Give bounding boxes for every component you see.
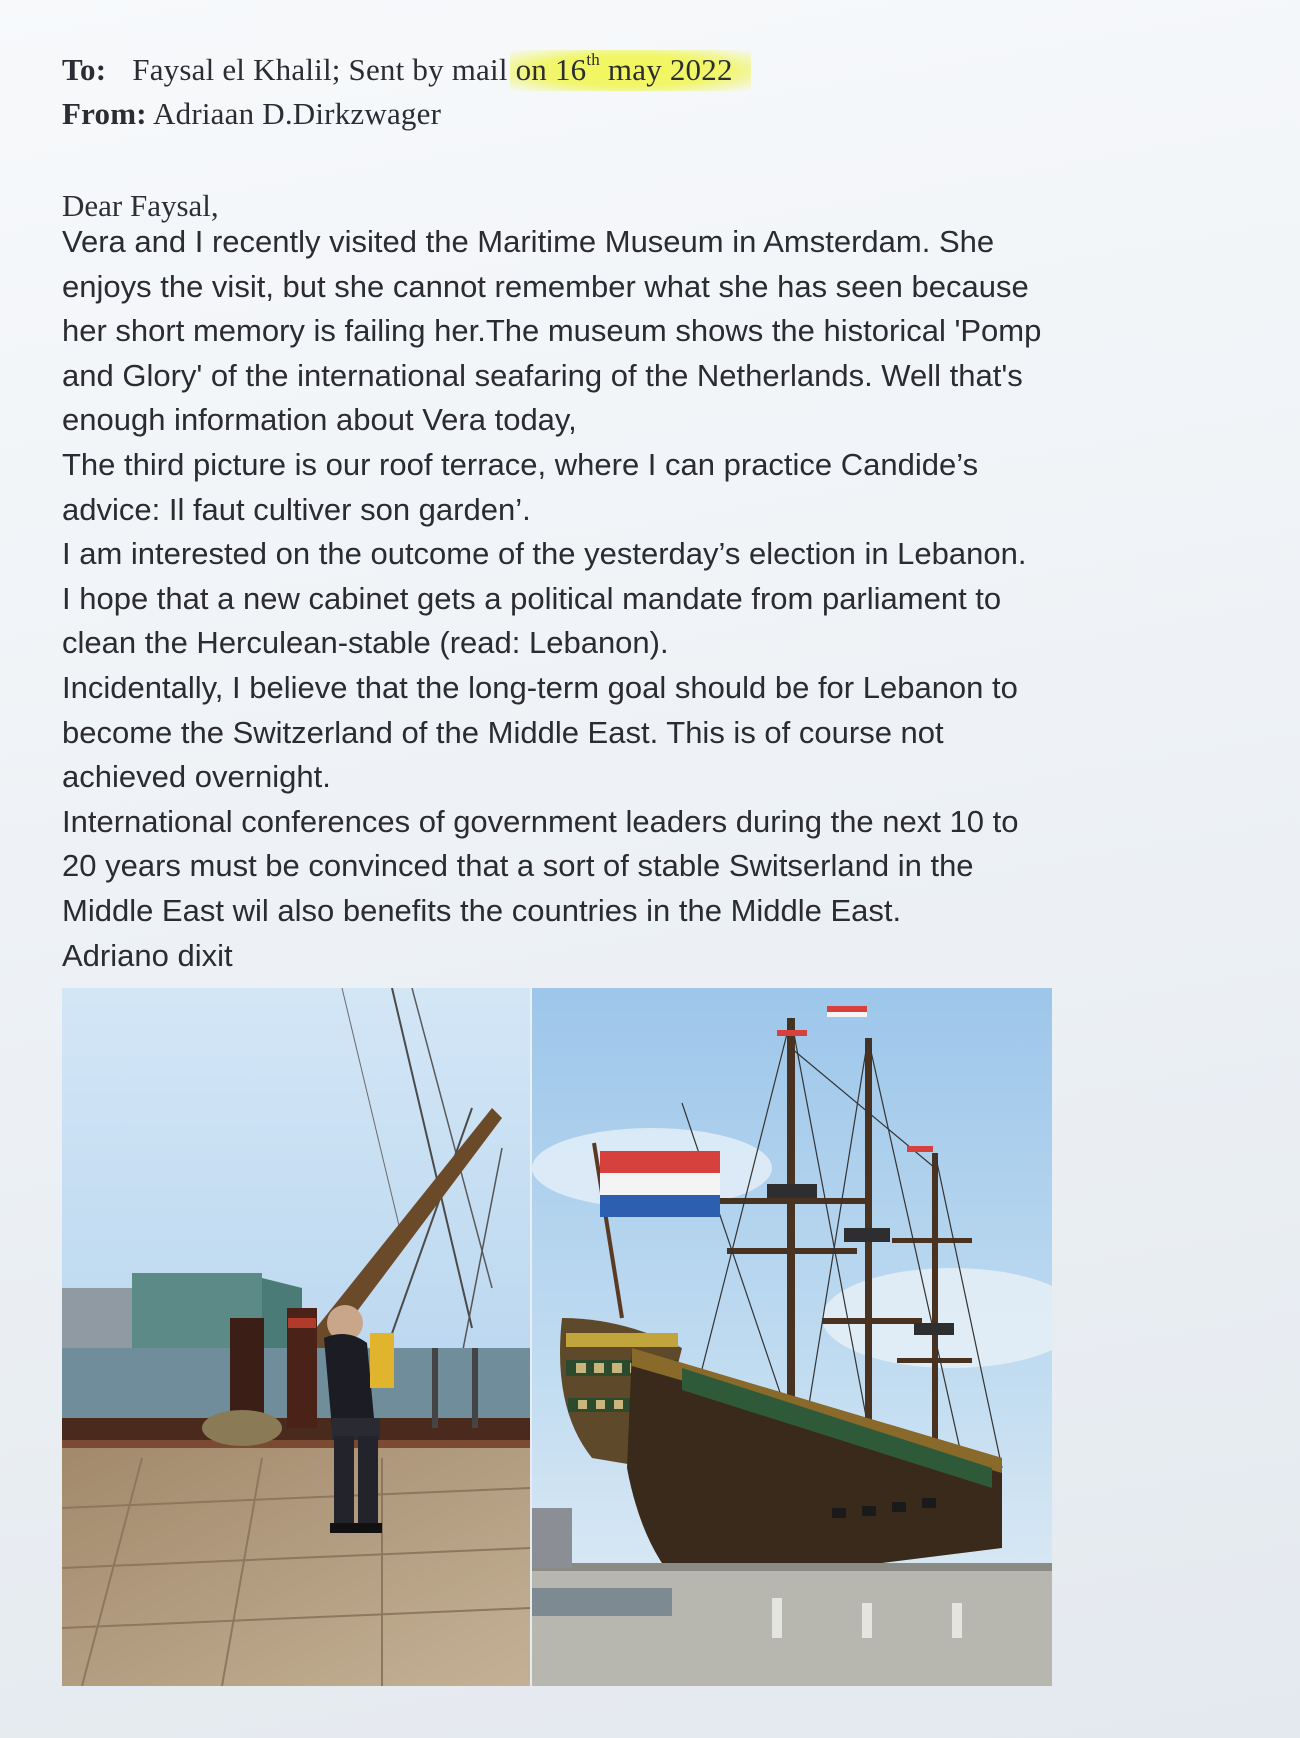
from-label: From: <box>62 96 147 131</box>
photo-ship-deck <box>62 988 530 1686</box>
body-line: enjoys the visit, but she cannot remember what she has seen because <box>62 268 1029 304</box>
body-line: 20 years must be convinced that a sort of stable Switserland in the <box>62 848 974 884</box>
body-line: I am interested on the outcome of the yesterday’s election in Lebanon. <box>62 536 1027 572</box>
letter-body <box>62 220 1262 978</box>
body-line: Vera and I recently visited the Maritime Museum in Amsterdam. She <box>62 224 995 259</box>
body-line: achieved overnight. <box>62 759 331 795</box>
sent-date-highlight <box>510 50 751 91</box>
sent-date-sup: th <box>586 50 600 69</box>
to-label: To: <box>62 52 107 87</box>
to-line <box>62 52 751 88</box>
from-line <box>62 96 441 132</box>
body-line: her short memory is failing her.The museum shows the historical 'Pomp <box>62 313 1042 349</box>
from-sender: Adriaan D.Dirkzwager <box>153 96 442 131</box>
body-line: Incidentally, I believe that the long-term goal should be for Lebanon to <box>62 669 1018 705</box>
body-line: Middle East wil also benefits the countries in the Middle East. <box>62 892 902 928</box>
body-line: become the Switzerland of the Middle East. This is of course not <box>62 714 944 750</box>
photo-tall-ship <box>532 988 1052 1686</box>
body-line: advice: Il faut cultiver son garden’. <box>62 491 531 527</box>
body-line: clean the Herculean-stable (read: Lebanon). <box>62 625 669 661</box>
body-line: I hope that a new cabinet gets a political mandate from parliament to <box>62 580 1002 616</box>
body-line: The third picture is our roof terrace, where I can practice Candide’s <box>62 446 979 482</box>
greeting: Dear Faysal, <box>62 188 219 223</box>
body-line: enough information about Vera today, <box>62 402 577 438</box>
to-recipient: Faysal el Khalil; Sent by mail <box>132 52 508 87</box>
body-line: International conferences of government leaders during the next 10 to <box>62 803 1019 839</box>
signature-line: Adriano dixit <box>62 937 233 973</box>
sent-date-rest: may 2022 <box>599 52 733 87</box>
sent-date-on: on 16 <box>515 52 587 87</box>
body-line: and Glory' of the international seafaring of the Netherlands. Well that's <box>62 357 1023 393</box>
